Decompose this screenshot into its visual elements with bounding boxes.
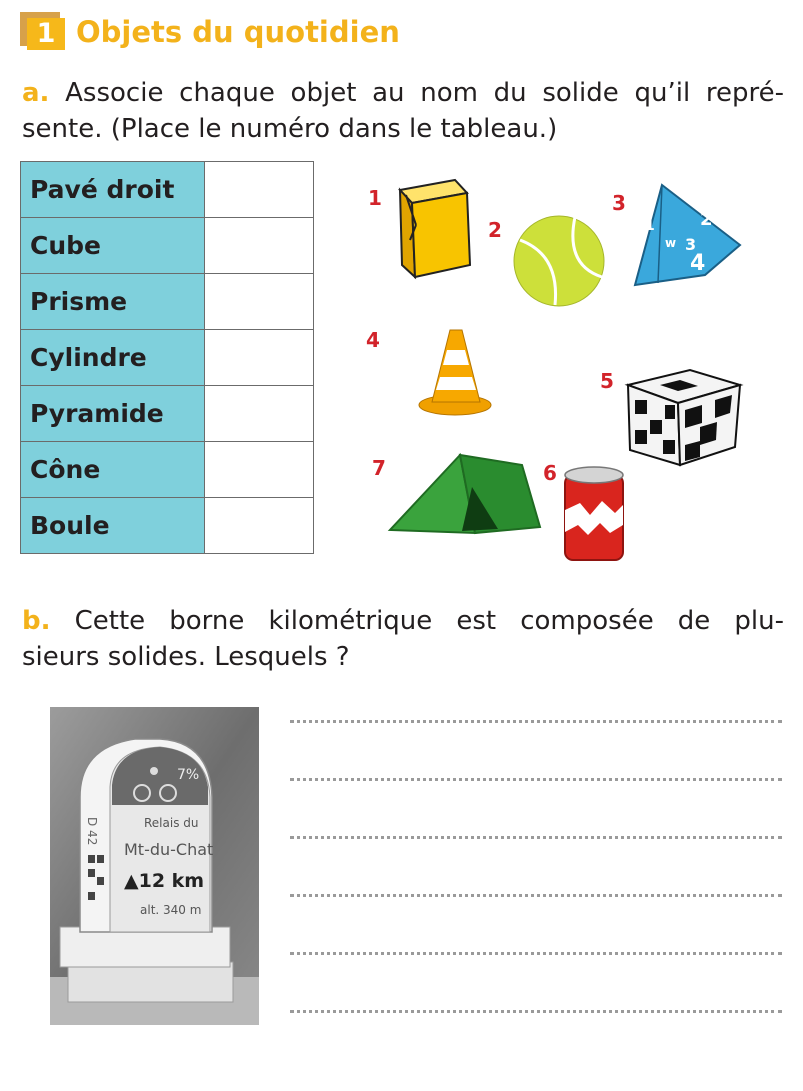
answer-cell[interactable] (205, 442, 314, 498)
die-number: 2 (700, 209, 713, 230)
answer-cell[interactable] (205, 330, 314, 386)
altitude: alt. 340 m (140, 903, 202, 917)
tennis-ball-image (514, 216, 604, 306)
answer-lines (290, 720, 782, 1068)
soda-can-image (565, 467, 623, 560)
question-a-line1 (22, 75, 784, 111)
answer-cell[interactable] (205, 498, 314, 554)
question-b-line2: sieurs solides. Lesquels ? (22, 642, 350, 672)
die-number: 1 (645, 218, 655, 234)
die-tetrahedron-image (635, 185, 740, 285)
table-row (21, 330, 314, 386)
exercise-number: 1 (27, 18, 65, 50)
object-number: 5 (600, 369, 614, 393)
tent-image (390, 455, 540, 533)
table-row (21, 386, 314, 442)
solid-name: Pyramide (21, 386, 205, 442)
question-a-text1: Associe chaque objet au nom du solide qu’il repré- (65, 78, 784, 108)
place-line2: Mt-du-Chat (124, 840, 214, 859)
object-number: 3 (612, 191, 626, 215)
object-number: 4 (366, 328, 380, 352)
answer-cell[interactable] (205, 162, 314, 218)
question-b-letter: b. (22, 606, 51, 636)
table-row (21, 442, 314, 498)
die-number: 3 (685, 235, 697, 254)
distance: ▲12 km (124, 870, 205, 892)
question-a-letter: a. (22, 78, 50, 108)
objects-drawing (360, 165, 760, 570)
exercise-title: Objets du quotidien (76, 15, 400, 49)
object-number: 6 (543, 461, 557, 485)
question-b-line1 (22, 603, 784, 639)
road-number: D 42 (85, 817, 99, 846)
solid-name: Boule (21, 498, 205, 554)
die-number: w (665, 236, 677, 250)
solid-name: Cône (21, 442, 205, 498)
answer-cell[interactable] (205, 274, 314, 330)
answer-line[interactable] (290, 836, 782, 839)
answer-line[interactable] (290, 1010, 782, 1013)
solid-name: Prisme (21, 274, 205, 330)
solid-name: Cube (21, 218, 205, 274)
solid-name: Pavé droit (21, 162, 205, 218)
die-number: 4 (690, 251, 706, 276)
slope-percent: 7% (177, 767, 200, 783)
object-number: 2 (488, 218, 502, 242)
object-number: 1 (368, 186, 382, 210)
solids-table (20, 161, 314, 554)
question-b (22, 603, 784, 675)
place-line1: Relais du (144, 816, 199, 830)
question-a-line2: sente. (Place le numéro dans le tableau.) (22, 114, 558, 144)
table-row (21, 274, 314, 330)
question-a (22, 75, 784, 147)
table-row (21, 162, 314, 218)
answer-line[interactable] (290, 778, 782, 781)
objects-illustration (360, 165, 760, 570)
answer-line[interactable] (290, 952, 782, 955)
table-row (21, 498, 314, 554)
juice-carton-image (400, 180, 470, 277)
traffic-cone-image (419, 330, 491, 415)
milestone-drawing (50, 707, 259, 1025)
exercise-number-badge (20, 12, 66, 52)
milestone-photo (50, 707, 259, 1025)
solid-name: Cylindre (21, 330, 205, 386)
answer-cell[interactable] (205, 386, 314, 442)
table-row (21, 218, 314, 274)
answer-line[interactable] (290, 720, 782, 723)
rubiks-cube-image (628, 370, 740, 465)
answer-cell[interactable] (205, 218, 314, 274)
answer-line[interactable] (290, 894, 782, 897)
question-b-text1: Cette borne kilométrique est composée de plu- (74, 606, 784, 636)
object-number: 7 (372, 456, 386, 480)
